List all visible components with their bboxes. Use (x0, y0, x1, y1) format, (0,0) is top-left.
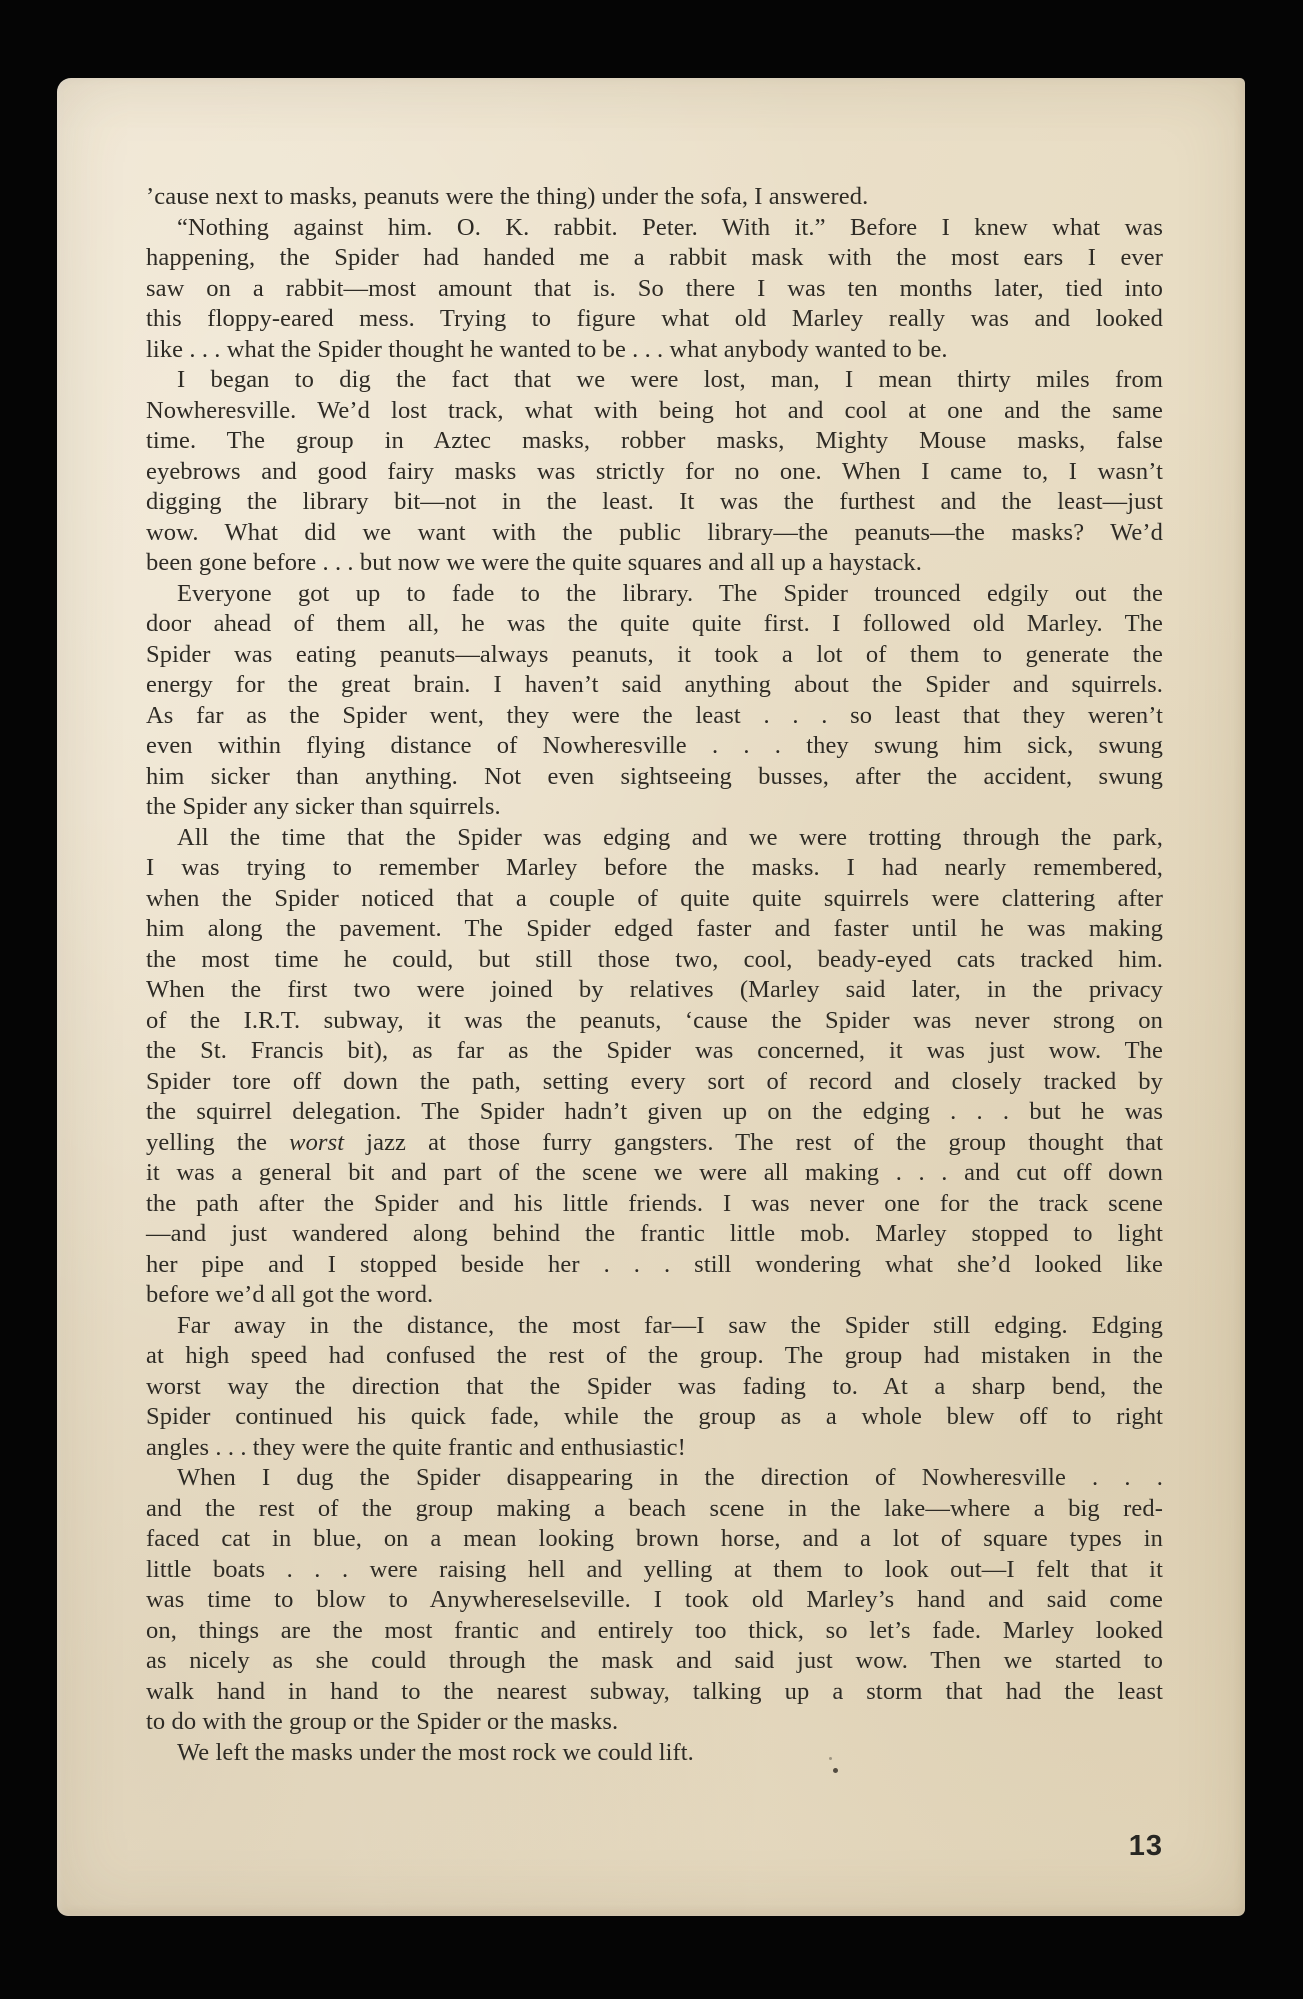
text-line: this floppy-eared mess. Trying to figure what old Marley really was and looked (146, 305, 1163, 332)
text-line: like . . . what the Spider thought he wanted to be . . . what anybody wanted to be. (146, 335, 948, 363)
text-line: the most time he could, but still those two, cool, beady-eyed cats tracked him. (146, 945, 1163, 973)
text-line: faced cat in blue, on a mean looking brown horse, and a lot of square types in (146, 1525, 1163, 1552)
text-line: Everyone got up to fade to the library. The Spider trounced edgily out the (177, 579, 1163, 607)
text-line: her pipe and I stopped beside her . . . still wondering what she’d looked like (146, 1250, 1163, 1278)
text-line: eyebrows and good fairy masks was strictly for no one. When I came to, I wasn’t (146, 457, 1163, 485)
text-line: digging the library bit—not in the least. It was the furthest and the least—just (146, 488, 1163, 515)
book-page (57, 78, 1245, 1916)
text-line: yelling the worst jazz at those furry gangsters. The rest of the group thought that (146, 1128, 1163, 1156)
text-line: him along the pavement. The Spider edged faster and faster until he was making (146, 915, 1163, 942)
text-line: Spider tore off down the path, setting every sort of record and closely tracked by (146, 1067, 1163, 1095)
text-line: wow. What did we want with the public library—the peanuts—the masks? We’d (146, 518, 1163, 546)
text-line: as nicely as she could through the mask and said just wow. Then we started to (146, 1647, 1163, 1674)
paper-speck (833, 1768, 838, 1773)
text-line: Far away in the distance, the most far—I saw the Spider still edging. Edging (177, 1311, 1163, 1339)
text-line: to do with the group or the Spider or the masks. (146, 1708, 619, 1735)
text-line: saw on a rabbit—most amount that is. So there I was ten months later, tied into (146, 274, 1163, 302)
text-line: When I dug the Spider disappearing in the direction of Nowheresville . . . (177, 1464, 1163, 1491)
text-line: “Nothing against him. O. K. rabbit. Peter. With it.” Before I knew what was (177, 213, 1163, 241)
text-line: the squirrel delegation. The Spider hadn’t given up on the edging . . . but he was (146, 1098, 1163, 1125)
text-line: little boats . . . were raising hell and yelling at them to look out—I felt that it (146, 1555, 1163, 1583)
text-line: the Spider any sicker than squirrels. (146, 793, 501, 820)
page-number: 13 (1128, 1830, 1163, 1862)
text-line: All the time that the Spider was edging and we were trotting through the park, (177, 823, 1163, 851)
text-line: door ahead of them all, he was the quite quite first. I followed old Marley. The (146, 610, 1163, 637)
text-line: even within flying distance of Nowheresville . . . they swung him sick, swung (146, 732, 1163, 759)
text-line: ’cause next to masks, peanuts were the thing) under the sofa, I answered. (146, 183, 869, 210)
text-line: I was trying to remember Marley before the masks. I had nearly remembered, (146, 854, 1163, 881)
text-line: worst way the direction that the Spider was fading to. At a sharp bend, the (146, 1372, 1163, 1400)
text-line: As far as the Spider went, they were the least . . . so least that they weren’t (146, 701, 1163, 729)
text-line: and the rest of the group making a beach scene in the lake—where a big red- (146, 1494, 1163, 1522)
text-line: When the first two were joined by relatives (Marley said later, in the privacy (146, 976, 1163, 1003)
text-line: him sicker than anything. Not even sightseeing busses, after the accident, swung (146, 762, 1163, 790)
text-line: before we’d all got the word. (146, 1281, 434, 1308)
text-line: was time to blow to Anywhereselseville. I took old Marley’s hand and said come (146, 1586, 1163, 1613)
text-line: the St. Francis bit), as far as the Spider was concerned, it was just wow. The (146, 1037, 1163, 1064)
text-line: at high speed had confused the rest of the group. The group had mistaken in the (146, 1342, 1163, 1369)
text-line: of the I.R.T. subway, it was the peanuts, ‘cause the Spider was never strong on (146, 1006, 1163, 1034)
text-line: Nowheresville. We’d lost track, what with being hot and cool at one and the same (146, 396, 1163, 424)
text-line: We left the masks under the most rock we could lift. (177, 1738, 694, 1766)
text-line: been gone before . . . but now we were the quite squares and all up a haystack. (146, 549, 922, 576)
text-line: time. The group in Aztec masks, robber masks, Mighty Mouse masks, false (146, 427, 1163, 454)
text-line: it was a general bit and part of the scene we were all making . . . and cut off down (146, 1159, 1163, 1186)
text-line: on, things are the most frantic and entirely too thick, so let’s fade. Marley looked (146, 1616, 1163, 1644)
text-line: happening, the Spider had handed me a rabbit mask with the most ears I ever (146, 244, 1163, 271)
text-line: energy for the great brain. I haven’t said anything about the Spider and squirrels. (146, 671, 1163, 698)
text-line: —and just wandered along behind the frantic little mob. Marley stopped to light (146, 1220, 1163, 1247)
text-line: when the Spider noticed that a couple of quite quite squirrels were clattering after (146, 884, 1163, 912)
text-line: I began to dig the fact that we were lost, man, I mean thirty miles from (177, 366, 1163, 393)
text-line: angles . . . they were the quite frantic and enthusiastic! (146, 1433, 686, 1461)
paper-speck (829, 1757, 832, 1760)
body-text (146, 182, 1163, 1768)
text-line: Spider was eating peanuts—always peanuts, it took a lot of them to generate the (146, 640, 1163, 668)
text-line: walk hand in hand to the nearest subway, talking up a storm that had the least (146, 1677, 1163, 1705)
text-line: Spider continued his quick fade, while the group as a whole blew off to right (146, 1403, 1163, 1430)
text-line: the path after the Spider and his little friends. I was never one for the track scene (146, 1189, 1163, 1217)
